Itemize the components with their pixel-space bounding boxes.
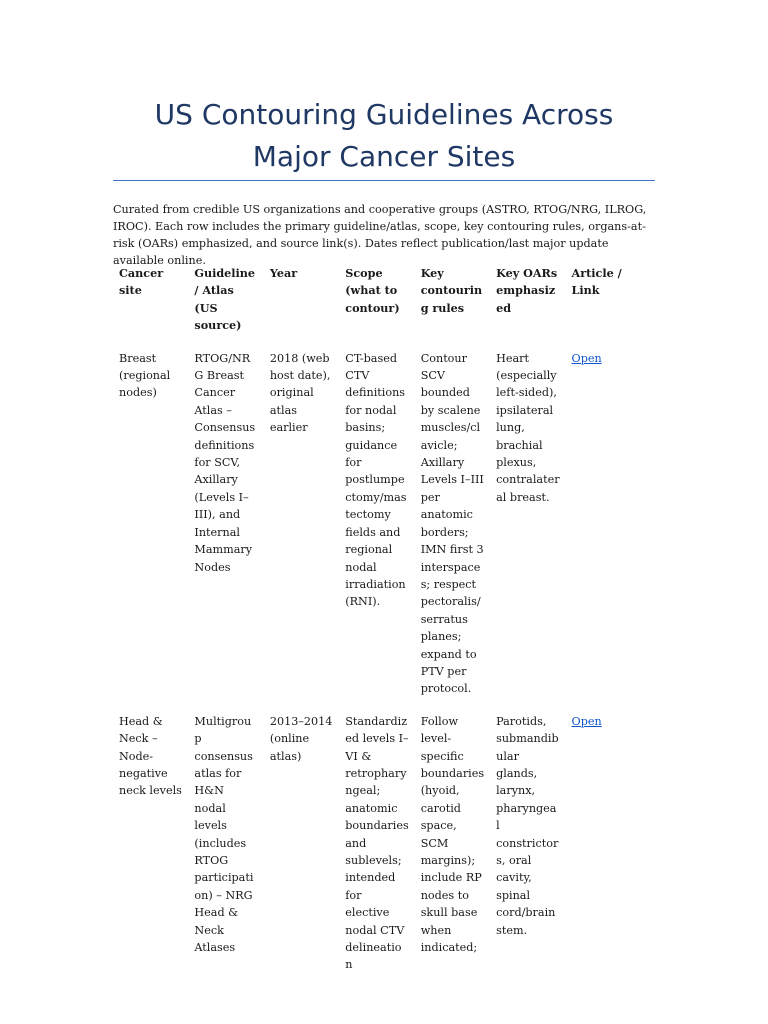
cell-year: 2018 (web host date), original atlas earlier	[269, 351, 331, 435]
cell-cancer-site: Head & Neck – Node-negative neck levels	[119, 714, 182, 798]
header-link: Article / Link	[571, 266, 622, 298]
header-rules: Key contouring rules	[420, 266, 483, 315]
header-scope: Scope (what to contour)	[345, 266, 400, 315]
header-cancer-site: Cancer site	[119, 266, 164, 298]
header-oars: Key OARs emphasized	[496, 266, 558, 315]
cell-oars: Parotids, submandibular glands, larynx, pharyngeal constrictors, oral cavity, spinal cord/brainstem.	[496, 714, 559, 937]
cell-guideline: Multigroup consensus atlas for H&N nodal levels (includes RTOG participation) – NRG Head & Neck Atlases	[194, 714, 254, 955]
table-row	[113, 347, 641, 710]
open-link[interactable]: Open	[571, 351, 602, 365]
cell-scope: Standardized levels I–VI & retropharyngeal; anatomic boundaries and sublevels; intended for elective nodal CTV delineation	[345, 714, 409, 972]
cell-link	[566, 710, 641, 986]
cell-link	[566, 347, 641, 710]
cell-cancer-site: Breast (regional nodes)	[119, 351, 171, 400]
cell-guideline: RTOG/NRG Breast Cancer Atlas – Consensus definitions for SCV, Axillary (Levels I–III), and Internal Mammary Nodes	[194, 351, 256, 574]
cell-scope: CT-based CTV definitions for nodal basins; guidance for postlumpectomy/mastectomy fields and regional nodal irradiation (RNI).	[345, 351, 407, 609]
table-row	[113, 710, 641, 986]
header-year: Year	[269, 266, 298, 280]
header-guideline: Guideline / Atlas (US source)	[194, 266, 256, 333]
guidelines-table	[113, 262, 641, 986]
cell-oars: Heart (especially left-sided), ipsilateral lung, brachial plexus, contralateral breast.	[496, 351, 560, 504]
table-header-row	[113, 262, 641, 347]
page-title: US Contouring Guidelines Across Major Cancer Sites	[154, 98, 614, 173]
intro-paragraph: Curated from credible US organizations and cooperative groups (ASTRO, RTOG/NRG, ILROG, IROC). Each row includes the primary guideline/atlas, scope, key contouring rules, organs-at-risk (OARs) emphasized, and source link(s). Dates reflect publication/last major update available online.	[113, 203, 647, 267]
cell-rules: Contour SCV bounded by scalene muscles/clavicle; Axillary Levels I–III per anatomic borders; IMN first 3 interspaces; respect pectoralis/serratus planes; expand to PTV per protocol.	[420, 351, 484, 696]
cell-year: 2013–2014 (online atlas)	[269, 714, 333, 763]
open-link[interactable]: Open	[571, 714, 602, 728]
cell-rules: Follow level-specific boundaries (hyoid, carotid space, SCM margins); include RP nodes to skull base when indicated;	[420, 714, 485, 955]
title-divider	[113, 180, 655, 181]
